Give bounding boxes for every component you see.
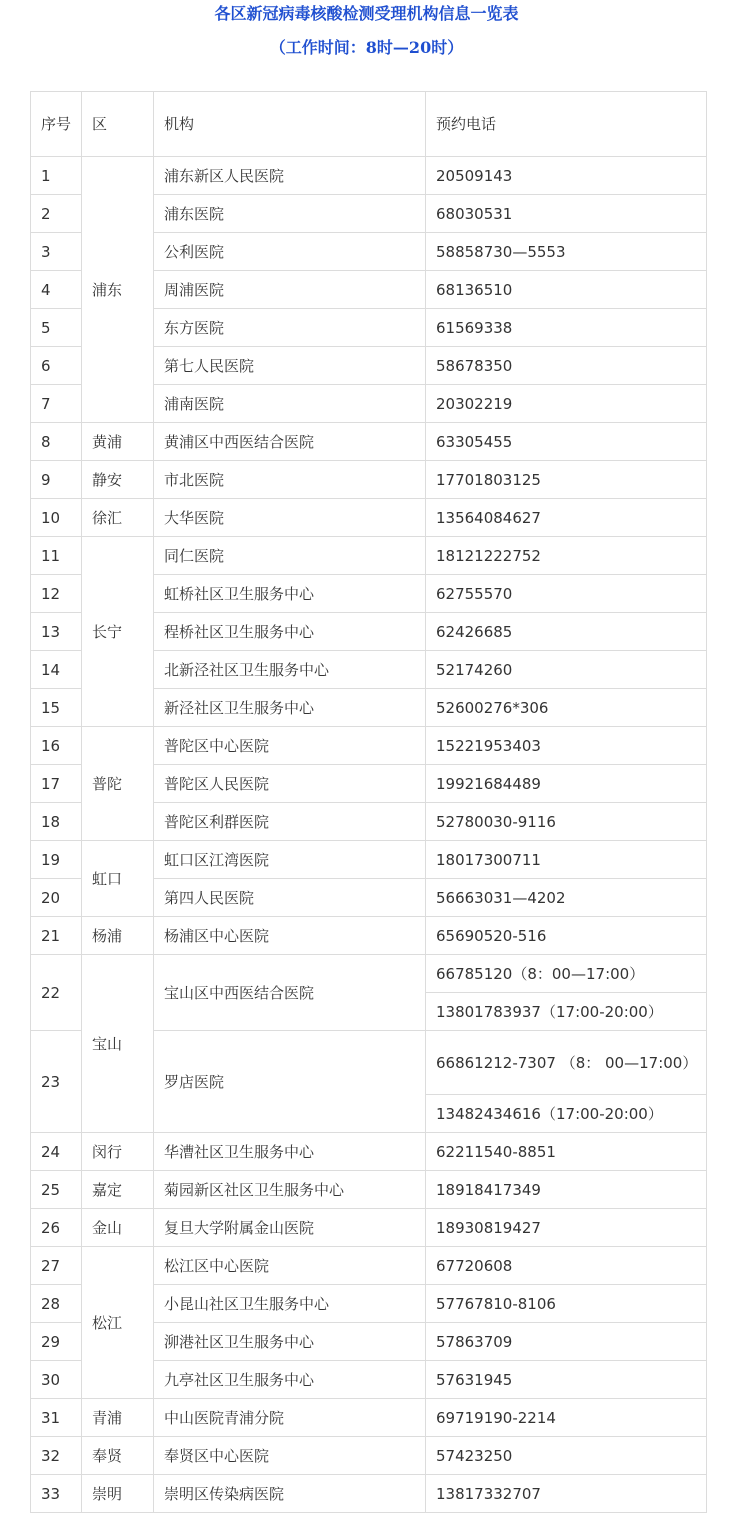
page-title: 各区新冠病毒核酸检测受理机构信息一览表 bbox=[214, 4, 519, 23]
table-row bbox=[31, 1171, 707, 1209]
institution-cell: 菊园新区社区卫生服务中心 bbox=[154, 1171, 426, 1209]
phone-cell: 62426685 bbox=[426, 613, 707, 651]
header-institution: 机构 bbox=[154, 92, 426, 157]
institution-cell: 同仁医院 bbox=[154, 537, 426, 575]
table-row bbox=[31, 1437, 707, 1475]
institution-cell: 第四人民医院 bbox=[154, 879, 426, 917]
row-seq: 18 bbox=[31, 803, 82, 841]
district-cell: 徐汇 bbox=[82, 499, 154, 537]
district-cell: 普陀 bbox=[82, 727, 154, 841]
district-cell: 闵行 bbox=[82, 1133, 154, 1171]
row-seq: 21 bbox=[31, 917, 82, 955]
phone-cell: 17701803125 bbox=[426, 461, 707, 499]
institution-cell: 复旦大学附属金山医院 bbox=[154, 1209, 426, 1247]
institution-cell: 周浦医院 bbox=[154, 271, 426, 309]
row-seq: 14 bbox=[31, 651, 82, 689]
row-seq: 33 bbox=[31, 1475, 82, 1513]
institution-cell: 虹口区江湾医院 bbox=[154, 841, 426, 879]
row-seq: 28 bbox=[31, 1285, 82, 1323]
phone-cell: 13482434616（17:00-20:00） bbox=[426, 1095, 707, 1133]
row-seq: 19 bbox=[31, 841, 82, 879]
institution-cell: 华漕社区卫生服务中心 bbox=[154, 1133, 426, 1171]
phone-cell: 15221953403 bbox=[426, 727, 707, 765]
row-seq: 30 bbox=[31, 1361, 82, 1399]
district-cell: 静安 bbox=[82, 461, 154, 499]
institution-cell: 新泾社区卫生服务中心 bbox=[154, 689, 426, 727]
row-seq: 5 bbox=[31, 309, 82, 347]
table-row bbox=[31, 499, 707, 537]
phone-cell: 57631945 bbox=[426, 1361, 707, 1399]
table-row bbox=[31, 917, 707, 955]
phone-cell: 13817332707 bbox=[426, 1475, 707, 1513]
institution-cell: 市北医院 bbox=[154, 461, 426, 499]
row-seq: 16 bbox=[31, 727, 82, 765]
institution-cell: 中山医院青浦分院 bbox=[154, 1399, 426, 1437]
table-row bbox=[31, 841, 707, 879]
row-seq: 17 bbox=[31, 765, 82, 803]
header-district: 区 bbox=[82, 92, 154, 157]
institution-cell: 宝山区中西医结合医院 bbox=[154, 955, 426, 1031]
row-seq: 12 bbox=[31, 575, 82, 613]
district-cell: 金山 bbox=[82, 1209, 154, 1247]
institution-cell: 浦南医院 bbox=[154, 385, 426, 423]
row-seq: 8 bbox=[31, 423, 82, 461]
institution-cell: 第七人民医院 bbox=[154, 347, 426, 385]
district-cell: 虹口 bbox=[82, 841, 154, 917]
phone-cell: 58678350 bbox=[426, 347, 707, 385]
row-seq: 26 bbox=[31, 1209, 82, 1247]
phone-cell: 69719190-2214 bbox=[426, 1399, 707, 1437]
district-cell: 杨浦 bbox=[82, 917, 154, 955]
institution-cell: 北新泾社区卫生服务中心 bbox=[154, 651, 426, 689]
row-seq: 2 bbox=[31, 195, 82, 233]
phone-cell: 63305455 bbox=[426, 423, 707, 461]
phone-cell: 52600276*306 bbox=[426, 689, 707, 727]
phone-cell: 58858730—5553 bbox=[426, 233, 707, 271]
row-seq: 31 bbox=[31, 1399, 82, 1437]
phone-cell: 18017300711 bbox=[426, 841, 707, 879]
district-cell: 黄浦 bbox=[82, 423, 154, 461]
phone-cell: 57863709 bbox=[426, 1323, 707, 1361]
institution-cell: 松江区中心医院 bbox=[154, 1247, 426, 1285]
table-row bbox=[31, 537, 707, 575]
table-row bbox=[31, 1247, 707, 1285]
phone-cell: 52780030-9116 bbox=[426, 803, 707, 841]
phone-cell: 56663031—4202 bbox=[426, 879, 707, 917]
district-cell: 宝山 bbox=[82, 955, 154, 1133]
institution-cell: 普陀区利群医院 bbox=[154, 803, 426, 841]
phone-cell: 62755570 bbox=[426, 575, 707, 613]
institution-cell: 程桥社区卫生服务中心 bbox=[154, 613, 426, 651]
phone-cell: 13801783937（17:00-20:00） bbox=[426, 993, 707, 1031]
row-seq: 6 bbox=[31, 347, 82, 385]
institution-cell: 罗店医院 bbox=[154, 1031, 426, 1133]
institution-cell: 九亭社区卫生服务中心 bbox=[154, 1361, 426, 1399]
phone-cell: 67720608 bbox=[426, 1247, 707, 1285]
district-cell: 青浦 bbox=[82, 1399, 154, 1437]
phone-cell: 62211540-8851 bbox=[426, 1133, 707, 1171]
institution-cell: 东方医院 bbox=[154, 309, 426, 347]
phone-cell: 68136510 bbox=[426, 271, 707, 309]
institution-cell: 公利医院 bbox=[154, 233, 426, 271]
phone-cell: 13564084627 bbox=[426, 499, 707, 537]
table-row bbox=[31, 423, 707, 461]
phone-cell: 52174260 bbox=[426, 651, 707, 689]
institution-cell: 虹桥社区卫生服务中心 bbox=[154, 575, 426, 613]
row-seq: 11 bbox=[31, 537, 82, 575]
row-seq: 24 bbox=[31, 1133, 82, 1171]
row-seq: 32 bbox=[31, 1437, 82, 1475]
phone-cell: 20509143 bbox=[426, 157, 707, 195]
row-seq: 1 bbox=[31, 157, 82, 195]
phone-cell: 66785120（8：00—17:00） bbox=[426, 955, 707, 993]
table-row bbox=[31, 727, 707, 765]
district-cell: 奉贤 bbox=[82, 1437, 154, 1475]
phone-cell: 65690520-516 bbox=[426, 917, 707, 955]
phone-cell: 57423250 bbox=[426, 1437, 707, 1475]
district-cell: 崇明 bbox=[82, 1475, 154, 1513]
table-row bbox=[31, 1399, 707, 1437]
row-seq: 7 bbox=[31, 385, 82, 423]
row-seq: 9 bbox=[31, 461, 82, 499]
institution-cell: 崇明区传染病医院 bbox=[154, 1475, 426, 1513]
institution-cell: 杨浦区中心医院 bbox=[154, 917, 426, 955]
table-header-row bbox=[31, 92, 707, 157]
phone-cell: 18121222752 bbox=[426, 537, 707, 575]
table-row bbox=[31, 1209, 707, 1247]
phone-cell: 57767810-8106 bbox=[426, 1285, 707, 1323]
row-seq: 27 bbox=[31, 1247, 82, 1285]
row-seq: 3 bbox=[31, 233, 82, 271]
table-row bbox=[31, 1475, 707, 1513]
district-cell: 嘉定 bbox=[82, 1171, 154, 1209]
phone-cell: 20302219 bbox=[426, 385, 707, 423]
row-seq: 13 bbox=[31, 613, 82, 651]
table-row bbox=[31, 1133, 707, 1171]
institution-cell: 浦东新区人民医院 bbox=[154, 157, 426, 195]
testing-institutions-table bbox=[30, 91, 707, 1513]
institution-cell: 奉贤区中心医院 bbox=[154, 1437, 426, 1475]
header-seq: 序号 bbox=[31, 92, 82, 157]
institution-cell: 普陀区人民医院 bbox=[154, 765, 426, 803]
phone-cell: 18918417349 bbox=[426, 1171, 707, 1209]
row-seq: 25 bbox=[31, 1171, 82, 1209]
phone-cell: 66861212-7307 （8： 00—17:00） bbox=[426, 1031, 707, 1095]
phone-cell: 61569338 bbox=[426, 309, 707, 347]
header-phone: 预约电话 bbox=[426, 92, 707, 157]
phone-cell: 19921684489 bbox=[426, 765, 707, 803]
institution-cell: 小昆山社区卫生服务中心 bbox=[154, 1285, 426, 1323]
district-cell: 长宁 bbox=[82, 537, 154, 727]
row-seq: 22 bbox=[31, 955, 82, 1031]
work-hours-subtitle: （工作时间：8时—20时） bbox=[269, 38, 464, 57]
table-row bbox=[31, 461, 707, 499]
district-cell: 松江 bbox=[82, 1247, 154, 1399]
table-row bbox=[31, 955, 707, 993]
phone-cell: 68030531 bbox=[426, 195, 707, 233]
institution-cell: 大华医院 bbox=[154, 499, 426, 537]
district-cell: 浦东 bbox=[82, 157, 154, 423]
row-seq: 10 bbox=[31, 499, 82, 537]
institution-cell: 普陀区中心医院 bbox=[154, 727, 426, 765]
institution-cell: 浦东医院 bbox=[154, 195, 426, 233]
row-seq: 29 bbox=[31, 1323, 82, 1361]
row-seq: 15 bbox=[31, 689, 82, 727]
table-row bbox=[31, 157, 707, 195]
row-seq: 23 bbox=[31, 1031, 82, 1133]
institution-cell: 黄浦区中西医结合医院 bbox=[154, 423, 426, 461]
row-seq: 20 bbox=[31, 879, 82, 917]
phone-cell: 18930819427 bbox=[426, 1209, 707, 1247]
row-seq: 4 bbox=[31, 271, 82, 309]
institution-cell: 泖港社区卫生服务中心 bbox=[154, 1323, 426, 1361]
